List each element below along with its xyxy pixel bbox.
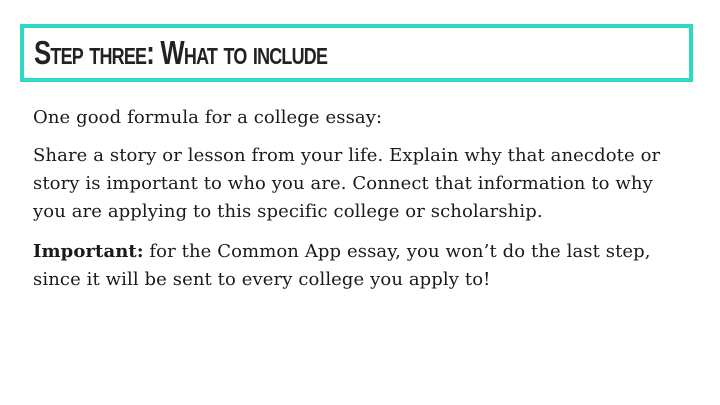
- formula-paragraph: Share a story or lesson from your life. Explain why that anecdote or story is important to who you are. Connect that information to why you are applying to this specific college or scholarship.: [33, 145, 661, 222]
- important-text: for the Common App essay, you won’t do the last step, since it will be sent to every college you apply to!: [33, 241, 651, 290]
- slide-body: [33, 104, 683, 306]
- slide-title: Step three: What to include: [34, 34, 328, 71]
- important-note: [33, 238, 683, 294]
- title-box: [20, 24, 693, 82]
- important-label: Important:: [33, 241, 144, 262]
- intro-text: One good formula for a college essay:: [33, 107, 383, 128]
